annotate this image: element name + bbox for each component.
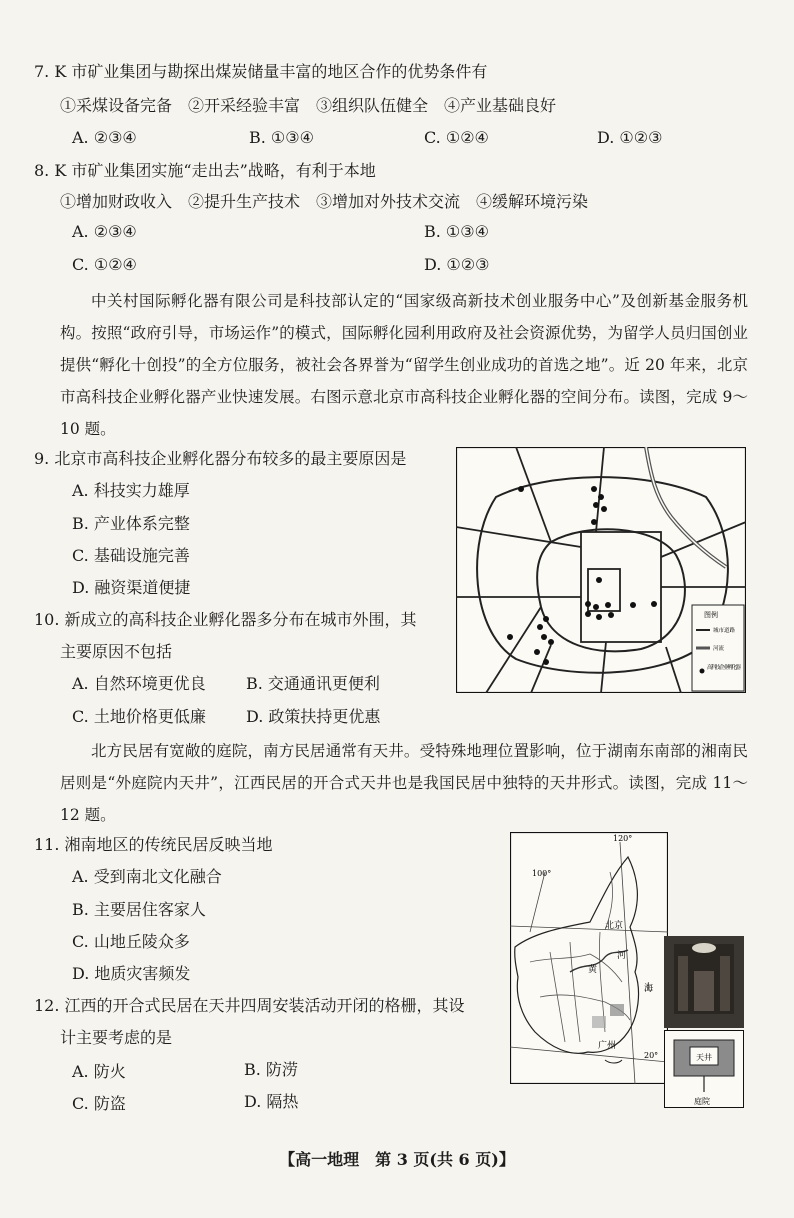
map-legend-road: 城市道路 <box>713 628 736 634</box>
beijing-incubator-map <box>456 447 746 693</box>
china-dwelling-map <box>510 832 668 1084</box>
q9-option-b[interactable]: B. 产业体系完整 <box>72 514 190 533</box>
map-label-beijing: 北京 <box>605 921 624 931</box>
passage-incubator <box>60 285 748 445</box>
q7-option-c[interactable]: C. ①②④ <box>424 128 489 147</box>
q11-option-d[interactable]: D. 地质灾害频发 <box>72 964 191 983</box>
q11-stem: 11. 湘南地区的传统民居反映当地 <box>34 835 273 854</box>
q11-option-a[interactable]: A. 受到南北文化融合 <box>72 867 222 886</box>
q7-option-b[interactable]: B. ①③④ <box>249 128 314 147</box>
q8-items: ①增加财政收入 ②提升生产技术 ③增加对外技术交流 ④缓解环境污染 <box>60 192 589 211</box>
q8-option-a[interactable]: A. ②③④ <box>72 222 137 241</box>
q12-option-a[interactable]: A. 防火 <box>72 1062 126 1081</box>
map-label-he: 河 <box>617 951 627 961</box>
q7-option-d[interactable]: D. ①②③ <box>597 128 663 147</box>
map-legend-river: 河流 <box>713 646 725 652</box>
q7-option-a[interactable]: A. ②③④ <box>72 128 137 147</box>
q9-option-c[interactable]: C. 基础设施完善 <box>72 546 190 565</box>
map-legend-title: 图例 <box>704 612 718 619</box>
q8-option-c[interactable]: C. ①②④ <box>72 255 137 274</box>
q7-items: ①采煤设备完备 ②开采经验丰富 ③组织队伍健全 ④产业基础良好 <box>60 96 557 115</box>
passage-incubator-text: 中关村国际孵化器有限公司是科技部认定的“国家级高新技术创业服务中心”及创新基金服务机构。按照“政府引导，市场运作”的模式，国际孵化园利用政府及社会资源优势，为留学人员归国创业提供“孵化十创投”的全方位服务，被社会各界誉为“留学生创业成功的首选之地”。近 20 年来，北京市高科技企业孵化器产业快速发展。右图示意北京市高科技企业孵化器的空间分布。读图，完成 9～10 题。 <box>60 292 748 438</box>
q9-stem: 9. 北京市高科技企业孵化器分布较多的最主要原因是 <box>34 449 407 468</box>
label-tingyuan: 庭院 <box>694 1097 710 1106</box>
q10-option-b[interactable]: B. 交通通讯更便利 <box>246 674 380 693</box>
q12-stem-cont: 计主要考虑的是 <box>60 1028 173 1047</box>
q12-stem: 12. 江西的开合式民居在天井四周安装活动开闭的格栅，其设 <box>34 996 465 1015</box>
q10-stem-cont: 主要原因不包括 <box>60 642 173 661</box>
q9-option-d[interactable]: D. 融资渠道便捷 <box>72 578 191 597</box>
q12-option-d[interactable]: D. 隔热 <box>244 1092 299 1111</box>
map-label-120: 120° <box>613 834 633 843</box>
map-legend-incubator: 高科技企业孵化器 <box>707 665 741 671</box>
q8-stem: 8. K 市矿业集团实施“走出去”战略，有利于本地 <box>34 161 376 180</box>
page-footer: 【高一地理 第 3 页(共 6 页)】 <box>279 1150 515 1169</box>
courtyard-illustration <box>664 936 744 1108</box>
q11-option-b[interactable]: B. 主要居住客家人 <box>72 900 206 919</box>
map-label-shanghai: 上海 <box>642 982 652 992</box>
q9-option-a[interactable]: A. 科技实力雄厚 <box>72 481 190 500</box>
q8-option-d[interactable]: D. ①②③ <box>424 255 490 274</box>
q10-option-c[interactable]: C. 土地价格更低廉 <box>72 707 206 726</box>
map-label-100: 100° <box>532 869 552 878</box>
passage-dwellings-text: 北方民居有宽敞的庭院，南方民居通常有天井。受特殊地理位置影响，位于湖南东南部的湘南民居则是“外庭院内天井”，江西民居的开合式天井也是我国民居中独特的天井形式。读图，完成 11～12 题。 <box>60 742 748 824</box>
q12-option-b[interactable]: B. 防涝 <box>244 1060 298 1079</box>
q12-option-c[interactable]: C. 防盗 <box>72 1094 126 1113</box>
label-tianjing: 天井 <box>696 1053 712 1062</box>
q8-option-b[interactable]: B. ①③④ <box>424 222 489 241</box>
passage-dwellings <box>60 735 748 831</box>
q11-option-c[interactable]: C. 山地丘陵众多 <box>72 932 190 951</box>
map-label-20: 20° <box>644 1051 659 1060</box>
q10-option-d[interactable]: D. 政策扶持更优惠 <box>246 707 381 726</box>
map-label-guangzhou: 广州 <box>598 1041 617 1051</box>
q10-stem: 10. 新成立的高科技企业孵化器多分布在城市外围，其 <box>34 610 417 629</box>
map-label-huang: 黄 <box>588 965 598 975</box>
q10-option-a[interactable]: A. 自然环境更优良 <box>72 674 206 693</box>
q7-stem: 7. K 市矿业集团与勘探出煤炭储量丰富的地区合作的优势条件有 <box>34 62 488 81</box>
